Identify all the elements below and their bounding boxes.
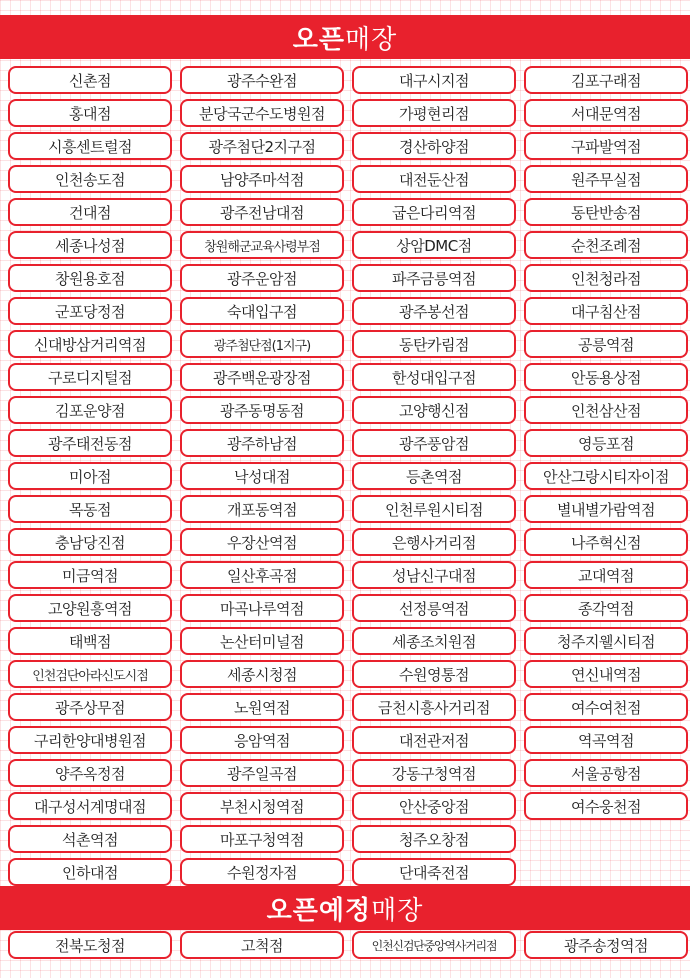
store-name: 한성대입구점 (352, 363, 516, 391)
store-name: 마포구청역점 (180, 825, 344, 853)
store-name: 일산후곡점 (180, 561, 344, 589)
store-name: 종각역점 (524, 594, 688, 622)
store-name: 은행사거리점 (352, 528, 516, 556)
store-name: 고척점 (180, 931, 344, 959)
store-name: 여수웅천점 (524, 792, 688, 820)
store-name: 목동점 (8, 495, 172, 523)
store-name: 서대문역점 (524, 99, 688, 127)
store-name: 가평현리점 (352, 99, 516, 127)
store-name: 대구시지점 (352, 66, 516, 94)
store-name: 나주혁신점 (524, 528, 688, 556)
store-name: 대구성서계명대점 (8, 792, 172, 820)
store-name: 광주운암점 (180, 264, 344, 292)
store-name: 청주지웰시티점 (524, 627, 688, 655)
store-name: 수원영통점 (352, 660, 516, 688)
store-name: 여수여천점 (524, 693, 688, 721)
store-name: 시흥센트럴점 (8, 132, 172, 160)
store-name: 마곡나루역점 (180, 594, 344, 622)
store-name: 남양주마석점 (180, 165, 344, 193)
store-name: 역곡역점 (524, 726, 688, 754)
store-name: 김포구래점 (524, 66, 688, 94)
store-name: 광주일곡점 (180, 759, 344, 787)
store-name: 인천루원시티점 (352, 495, 516, 523)
store-name: 선정릉역점 (352, 594, 516, 622)
store-name: 공릉역점 (524, 330, 688, 358)
store-name: 신대방삼거리역점 (8, 330, 172, 358)
store-name: 노원역점 (180, 693, 344, 721)
store-name: 광주수완점 (180, 66, 344, 94)
store-name: 등촌역점 (352, 462, 516, 490)
store-name: 동탄반송점 (524, 198, 688, 226)
store-name: 우장산역점 (180, 528, 344, 556)
store-name: 인천송도점 (8, 165, 172, 193)
store-name: 광주태전동점 (8, 429, 172, 457)
store-name: 태백점 (8, 627, 172, 655)
store-name: 광주상무점 (8, 693, 172, 721)
store-name: 광주하남점 (180, 429, 344, 457)
store-name: 수원정자점 (180, 858, 344, 886)
store-name: 김포운양점 (8, 396, 172, 424)
store-name: 고양원흥역점 (8, 594, 172, 622)
store-name: 구로디지털점 (8, 363, 172, 391)
store-name: 세종조치원점 (352, 627, 516, 655)
store-name: 강동구청역점 (352, 759, 516, 787)
store-name: 신촌점 (8, 66, 172, 94)
store-name: 대전관저점 (352, 726, 516, 754)
store-name: 인하대점 (8, 858, 172, 886)
store-name: 낙성대점 (180, 462, 344, 490)
store-name: 인천삼산점 (524, 396, 688, 424)
store-name: 고양행신점 (352, 396, 516, 424)
store-name: 인천청라점 (524, 264, 688, 292)
store-name: 동탄카림점 (352, 330, 516, 358)
store-name: 굽은다리역점 (352, 198, 516, 226)
store-name: 교대역점 (524, 561, 688, 589)
upcoming-stores-grid (8, 931, 688, 959)
open-stores-grid (8, 66, 688, 886)
store-name: 안산중앙점 (352, 792, 516, 820)
store-name: 상암DMC점 (352, 231, 516, 259)
store-name: 논산터미널점 (180, 627, 344, 655)
store-name: 구리한양대병원점 (8, 726, 172, 754)
store-name: 청주오창점 (352, 825, 516, 853)
store-name: 양주옥정점 (8, 759, 172, 787)
open-stores-title-bold: 오픈 (292, 24, 345, 55)
store-name: 홍대점 (8, 99, 172, 127)
store-name: 부천시청역점 (180, 792, 344, 820)
store-name: 영등포점 (524, 429, 688, 457)
store-name: 금천시흥사거리점 (352, 693, 516, 721)
store-name: 대전둔산점 (352, 165, 516, 193)
store-name: 단대죽전점 (352, 858, 516, 886)
store-name: 개포동역점 (180, 495, 344, 523)
open-stores-banner (0, 15, 690, 59)
upcoming-stores-title-thin: 매장 (371, 895, 424, 926)
store-name: 서울공항점 (524, 759, 688, 787)
store-name: 미아점 (8, 462, 172, 490)
store-name: 광주봉선점 (352, 297, 516, 325)
upcoming-stores-banner (0, 886, 690, 930)
open-stores-title-thin: 매장 (345, 24, 398, 55)
store-name: 원주무실점 (524, 165, 688, 193)
store-name: 대구침산점 (524, 297, 688, 325)
store-name: 창원용호점 (8, 264, 172, 292)
store-name: 석촌역점 (8, 825, 172, 853)
store-name: 충남당진점 (8, 528, 172, 556)
store-name: 경산하양점 (352, 132, 516, 160)
store-name: 파주금릉역점 (352, 264, 516, 292)
store-name: 안산그랑시티자이점 (524, 462, 688, 490)
store-name: 구파발역점 (524, 132, 688, 160)
store-name: 광주첨단2지구점 (180, 132, 344, 160)
store-name: 광주첨단점(1지구) (180, 330, 344, 358)
store-name: 창원해군교육사령부점 (180, 231, 344, 259)
store-name: 순천조례점 (524, 231, 688, 259)
store-name: 광주풍암점 (352, 429, 516, 457)
store-name: 응암역점 (180, 726, 344, 754)
store-name: 성남신구대점 (352, 561, 516, 589)
store-name: 미금역점 (8, 561, 172, 589)
store-name: 광주동명동점 (180, 396, 344, 424)
store-name: 세종시청점 (180, 660, 344, 688)
store-name: 연신내역점 (524, 660, 688, 688)
store-name: 건대점 (8, 198, 172, 226)
upcoming-stores-title-bold: 오픈예정 (266, 895, 372, 926)
store-name: 세종나성점 (8, 231, 172, 259)
store-name: 광주송정역점 (524, 931, 688, 959)
store-name: 안동용상점 (524, 363, 688, 391)
store-name: 군포당정점 (8, 297, 172, 325)
store-name: 인천검단아라신도시점 (8, 660, 172, 688)
store-name: 광주백운광장점 (180, 363, 344, 391)
store-name: 숙대입구점 (180, 297, 344, 325)
store-name: 전북도청점 (8, 931, 172, 959)
store-name: 광주전남대점 (180, 198, 344, 226)
store-name: 인천신검단중앙역사거리점 (352, 931, 516, 959)
store-name: 분당국군수도병원점 (180, 99, 344, 127)
store-name: 별내별가람역점 (524, 495, 688, 523)
